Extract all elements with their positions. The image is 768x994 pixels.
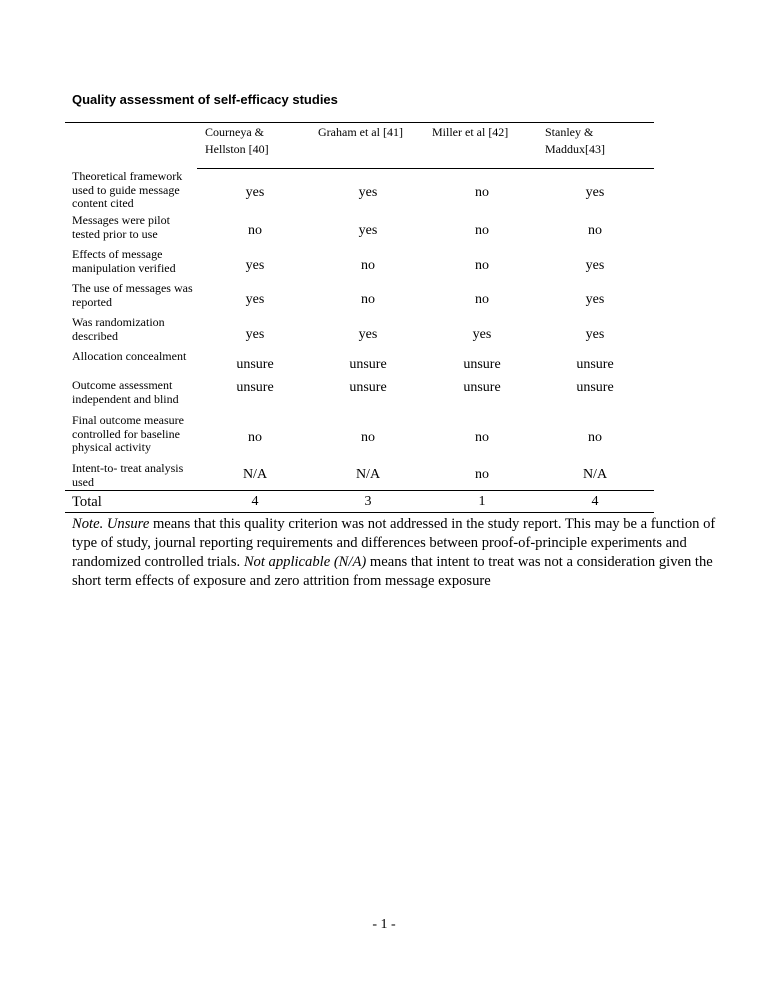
- table-cell: unsure: [236, 357, 274, 372]
- table-cell: unsure: [576, 357, 614, 372]
- row-label: Outcome assessment independent and blind: [72, 378, 179, 406]
- table-cell: no: [475, 223, 489, 238]
- row-label: Intent-to- treat analysis used: [72, 461, 184, 489]
- total-label: Total: [72, 494, 102, 510]
- row-label: Final outcome measure controlled for baseline physical activity: [72, 413, 184, 454]
- table-cell: yes: [585, 327, 605, 342]
- column-header: Courneya & Hellston [40]: [205, 125, 269, 156]
- note-prefix: Note.: [72, 516, 104, 532]
- table-cell: no: [475, 185, 489, 200]
- row-label: Allocation concealment: [72, 349, 187, 363]
- table-cell: yes: [585, 258, 605, 273]
- note-unsure-text: means that this quality criterion was not addressed in the study report. This may be a function of type of study, journal reporting requirements and differences between proof-of-principle experiments and randomized controlled trials.: [72, 516, 716, 570]
- table-cell: no: [248, 430, 262, 445]
- table-cell: no: [475, 430, 489, 445]
- note-na-text: means that intent to treat was not a consideration given the short term effects of exposure and zero attrition from message exposure: [72, 554, 713, 589]
- column-header: Graham et al [41]: [318, 125, 403, 139]
- row-label: Was randomization described: [72, 315, 165, 343]
- table-cell: yes: [358, 223, 378, 238]
- table-cell: N/A: [242, 467, 268, 482]
- table-cell: yes: [245, 292, 265, 307]
- table-cell: yes: [472, 327, 492, 342]
- table-cell: yes: [245, 327, 265, 342]
- table-cell: no: [588, 223, 602, 238]
- total-cell: 4: [591, 494, 599, 509]
- total-cell: 1: [478, 494, 486, 509]
- table-cell: no: [248, 223, 262, 238]
- table-cell: no: [361, 258, 375, 273]
- total-cell: 4: [251, 494, 259, 509]
- column-header: Stanley & Maddux[43]: [545, 125, 605, 156]
- table-title: Quality assessment of self-efficacy studies: [72, 92, 338, 107]
- table-cell: no: [475, 292, 489, 307]
- note-na-term: Not applicable (N/A): [243, 554, 367, 570]
- table-cell: unsure: [349, 380, 387, 395]
- table-cell: unsure: [576, 380, 614, 395]
- total-cell: 3: [364, 494, 372, 509]
- table-cell: yes: [245, 185, 265, 200]
- table-cell: yes: [585, 292, 605, 307]
- table-cell: yes: [358, 327, 378, 342]
- page-number: - 1 -: [372, 917, 396, 932]
- table-cell: no: [475, 258, 489, 273]
- table-cell: no: [588, 430, 602, 445]
- column-header: Miller et al [42]: [432, 125, 509, 139]
- table-cell: no: [361, 292, 375, 307]
- note-unsure-term: Unsure: [106, 516, 150, 532]
- row-label: Messages were pilot tested prior to use: [72, 213, 170, 241]
- row-label: Effects of message manipulation verified: [72, 247, 176, 275]
- table-cell: yes: [245, 258, 265, 273]
- table-cell: unsure: [349, 357, 387, 372]
- table-top-rule: [65, 122, 654, 123]
- table-cell: no: [475, 467, 489, 482]
- total-top-rule: [65, 490, 654, 491]
- table-cell: unsure: [463, 380, 501, 395]
- table-cell: no: [361, 430, 375, 445]
- row-label: The use of messages was reported: [72, 281, 193, 309]
- table-cell: N/A: [582, 467, 608, 482]
- table-cell: N/A: [355, 467, 381, 482]
- table-cell: unsure: [463, 357, 501, 372]
- table-cell: yes: [358, 185, 378, 200]
- table-cell: unsure: [236, 380, 274, 395]
- header-bottom-rule: [197, 168, 654, 169]
- table-cell: yes: [585, 185, 605, 200]
- table-bottom-rule: [65, 512, 654, 513]
- table-note: [72, 515, 727, 591]
- row-label: Theoretical framework used to guide message content cited: [72, 169, 183, 210]
